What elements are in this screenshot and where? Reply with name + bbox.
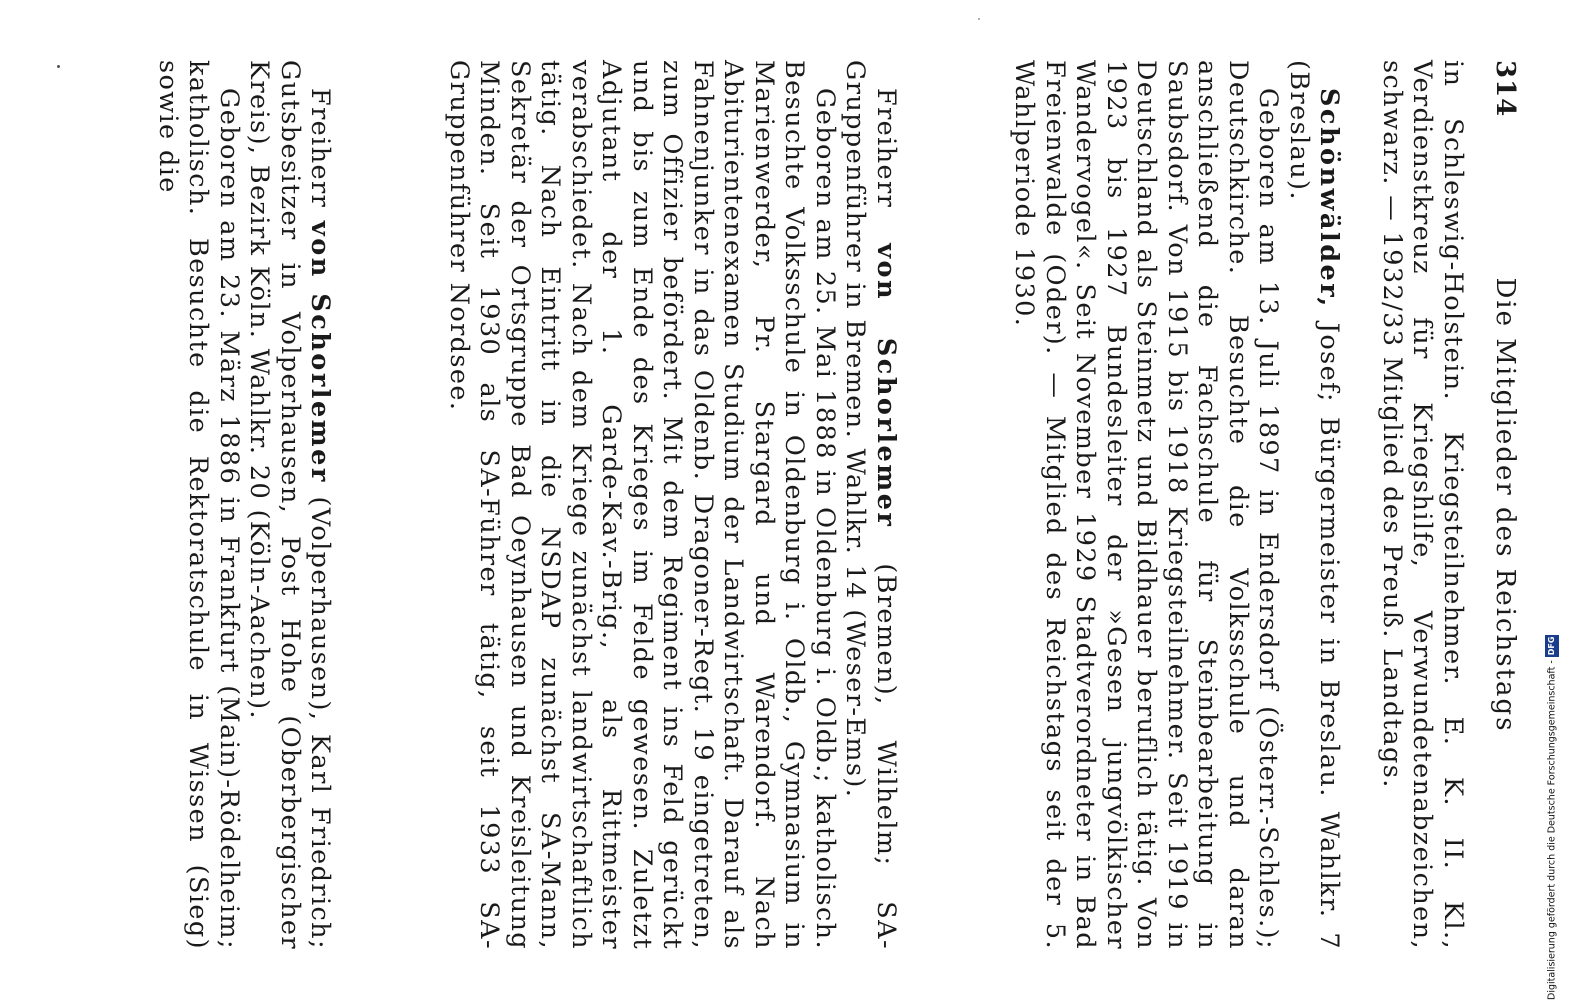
running-title: Die Mitglieder des Reichstags [1490,277,1520,733]
member-details: Josef; Bürgermeister in Breslau. Wahlkr. 7 (Breslau). [1284,60,1345,950]
member-details: (Bremen), Wilhelm; SA-Gruppenführer in Bremen. Wahlkr. 14 (Weser-Ems). [840,60,901,951]
entry-heading [840,60,901,950]
body-text [153,60,1469,950]
member-name: von Schorlemer [871,243,901,529]
member-name: von Schorlemer [305,220,336,484]
entry-biography: Geboren am 13. Juli 1897 in Endersdorf (Österr.-Schles.); Deutschkirche. Besuchte die Volksschule und daran anschließend die Fachschule für Steinbearbeitung in Saubsdorf. Von 1915 bis 1918 Kriegsteilnehmer. Seit 1919 in Deutschland als Steinmetz und Bildhauer beruflich tätig. Von 1923 bis 1927 Bundesleiter der »Gesen jungvölkischer Wandervogel«. Seit November 1929 Stadtverordneter in Bad Freienwalde (Oder). — Mitglied des Reichstags seit der 5. Wahlperiode 1930. [1009,60,1284,950]
entry-schoenwaelder [1009,60,1345,950]
scan-speck [57,65,60,68]
page-number: 314 [1490,60,1520,118]
entry-heading [1284,60,1345,950]
entry-schorlemer-volperhausen [153,60,336,950]
scan-speck [978,18,980,20]
member-title: Freiherr [305,88,336,221]
member-details: (Volperhausen), Karl Friedrich; Gutsbesitzer in Volperhausen, Post Hohe (Oberbergischer Kreis), Bezirk Köln. Wahlkr. 20 (Köln-Aachen). [244,60,336,950]
credit-text: Digitalisierung gefördert durch die Deutsche Forschungsgemeinschaft - [1546,660,1558,1000]
entry-continuation [1377,60,1469,950]
entry-biography: Geboren am 23. März 1886 in Frankfurt (Main)-Rödelheim; katholisch. Besuchte die Rektoratschule in Wissen (Sieg) sowie die [153,60,244,950]
member-title: Freiherr [871,88,901,244]
entry-biography: Geboren am 25. Mai 1888 in Oldenburg i. Oldb.; katholisch. Besuchte Volksschule in Oldenburg i. Oldb., Gymnasium in Marienwerder, Pr. Stargard und Warendorf. Nach Abiturientenexamen Studium der Landwirtschaft. Darauf als Fahnenjunker in das Oldenb. Dragoner-Regt. 19 eingetreten, zum Offizier befördert. Mit dem Regiment ins Feld gerückt und bis zum Ende des Krieges im Felde gewesen. Zuletzt Adjutant der 1. Garde-Kav.-Brig., als Rittmeister verabschiedet. Nach dem Kriege zunächst landwirtschaftlich tätig. Nach Eintritt in die NSDAP zunächst SA-Mann, Sekretär der Ortsgruppe Bad Oeynhausen und Kreisleitung Minden. Seit 1930 als SA-Führer tätig, seit 1933 SA-Gruppenführer Nordsee. [444,60,840,950]
entry-schorlemer-bremen [444,60,902,950]
page-header [1480,60,1520,950]
entry-paragraph: in Schleswig-Holstein. Kriegsteilnehmer. E. K. II. Kl., Verdienstkreuz für Kriegshilfe, Verwundetenabzeichen, schwarz. — 1932/33 Mitglied des Preuß. Landtags. [1377,60,1468,950]
member-name: Schönwälder, [1314,88,1345,309]
digitization-credit [1545,600,1559,1000]
entry-heading [244,60,336,950]
dfg-logo: DFG [1545,635,1559,658]
